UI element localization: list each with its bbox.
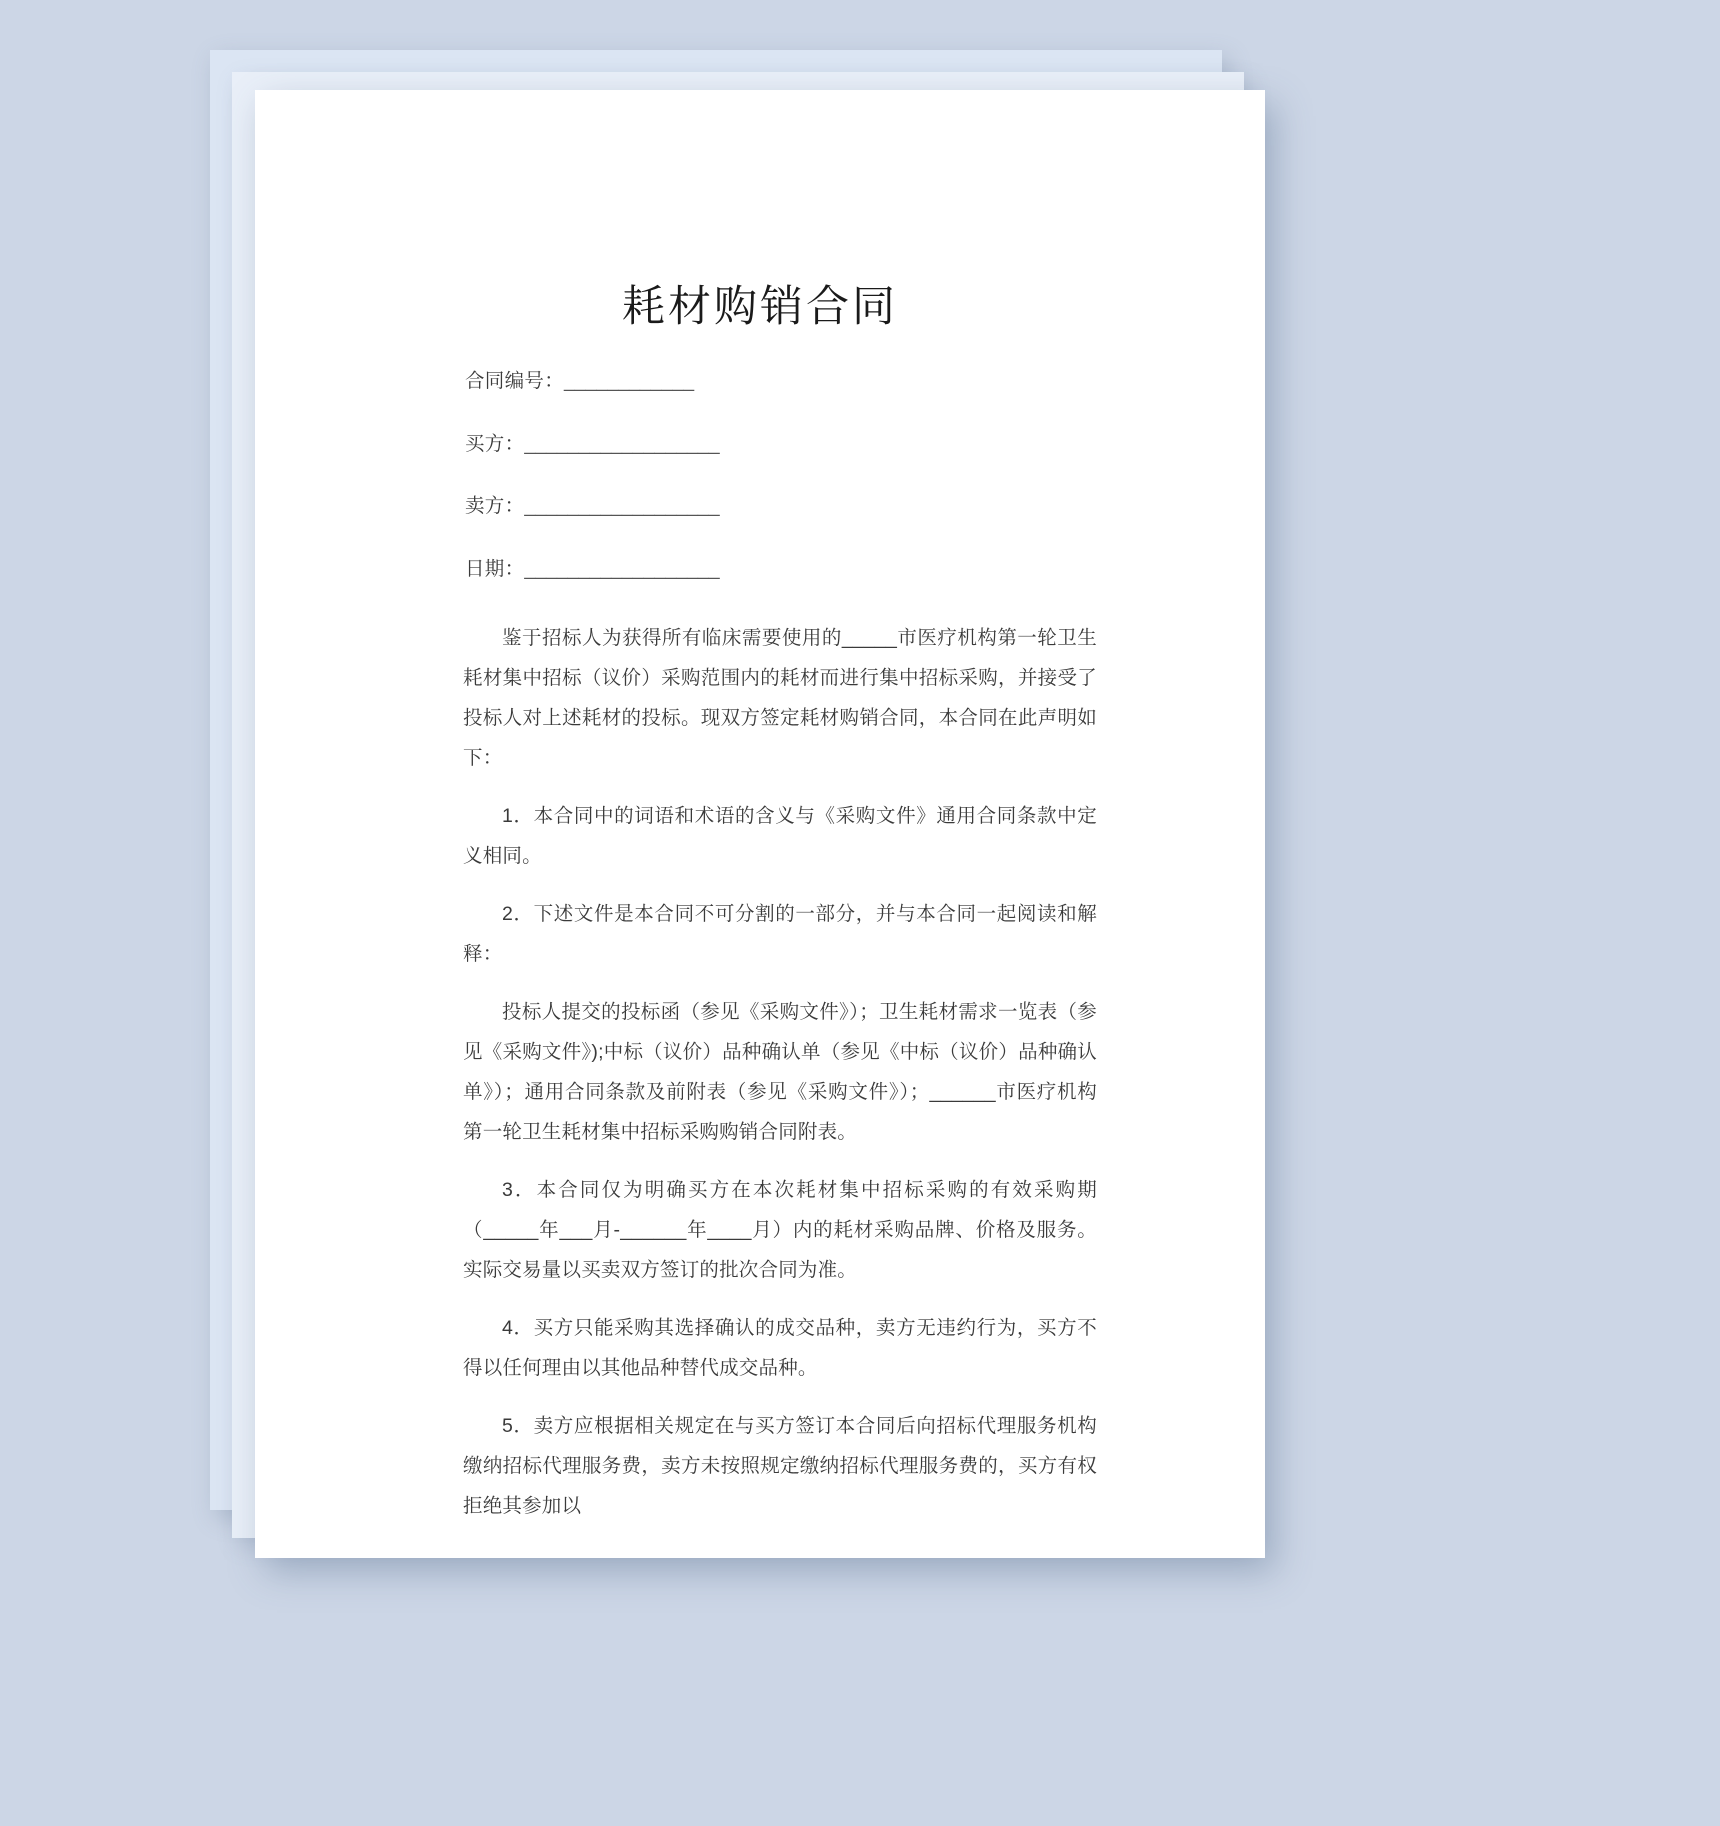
contract-header-fields [465, 372, 1185, 622]
buyer-label: 买方： [465, 432, 525, 455]
field-row-contract-number [465, 372, 1185, 392]
document-page-content [255, 90, 1265, 1558]
contract-body [463, 618, 1097, 1526]
seller-blank[interactable]: __________________ [524, 495, 720, 517]
date-blank[interactable]: __________________ [524, 557, 720, 580]
contract-number-blank[interactable]: ____________ [564, 370, 695, 392]
page-title: 耗材购销合同 [622, 283, 898, 331]
paragraph-clause-4: 4．买方只能采购其选择确认的成交品种，卖方无违约行为，买方不得以任何理由以其他品种替代成交品种。 [463, 1317, 1097, 1379]
seller-label: 卖方： [465, 495, 525, 517]
document-page [255, 90, 1265, 1558]
paragraph-clause-1: 1．本合同中的词语和术语的含义与《采购文件》通用合同条款中定义相同。 [463, 805, 1097, 867]
field-row-date [465, 557, 1185, 580]
paragraph-preamble: 鉴于招标人为获得所有临床需要使用的_____市医疗机构第一轮卫生耗材集中招标（议价）采购范围内的耗材而进行集中招标采购，并接受了投标人对上述耗材的投标。现双方签定耗材购销合同，本合同在此声明如下： [463, 627, 1097, 769]
paragraph-clause-3: 3．本合同仅为明确买方在本次耗材集中招标采购的有效采购期（_____年___月-______年____月）内的耗材采购品牌、价格及服务。实际交易量以买卖双方签订的批次合同为准。 [463, 1179, 1097, 1281]
paragraph-clause-2: 2．下述文件是本合同不可分割的一部分，并与本合同一起阅读和解释： [463, 903, 1097, 965]
field-row-buyer [465, 432, 1185, 455]
paragraph-clause-5: 5．卖方应根据相关规定在与买方签订本合同后向招标代理服务机构缴纳招标代理服务费，卖方未按照规定缴纳招标代理服务费的，买方有权拒绝其参加以 [463, 1415, 1097, 1517]
buyer-blank[interactable]: __________________ [524, 432, 720, 455]
paragraph-clause-2-detail: 投标人提交的投标函（参见《采购文件》）；卫生耗材需求一览表（参见《采购文件》);中标（议价）品种确认单（参见《中标（议价）品种确认单》）；通用合同条款及前附表（参见《采购文件》）；______市医疗机构第一轮卫生耗材集中招标采购购销合同附表。 [463, 1001, 1097, 1143]
field-row-seller [465, 497, 1185, 517]
contract-number-label: 合同编号： [465, 370, 565, 392]
date-label: 日期： [465, 557, 525, 580]
